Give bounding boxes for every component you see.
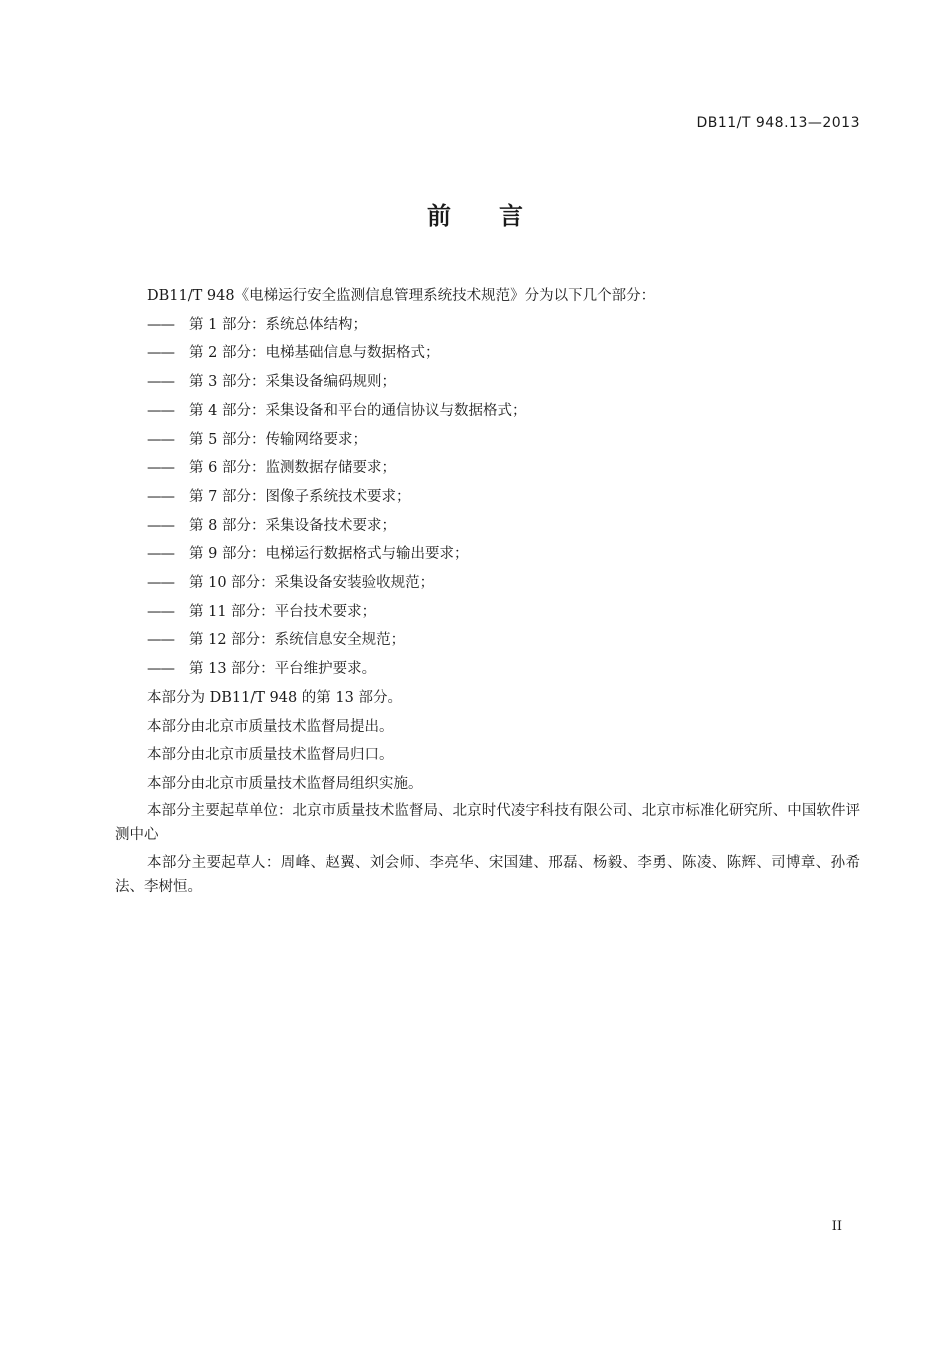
list-item	[115, 426, 860, 455]
list-item-text: 第 10 部分：采集设备安装验收规范；	[189, 575, 435, 592]
list-item-text: 第 3 部分：采集设备编码规则；	[189, 374, 396, 391]
title-char-1: 前	[427, 202, 451, 230]
list-item-text: 第 4 部分：采集设备和平台的通信协议与数据格式；	[189, 402, 527, 419]
list-dash: ——	[147, 488, 174, 505]
foreword-body	[115, 282, 860, 899]
list-item-text: 第 12 部分：系统信息安全规范；	[189, 632, 406, 649]
list-item	[115, 569, 860, 598]
list-dash: ——	[147, 345, 174, 362]
list-dash: ——	[147, 632, 174, 649]
statement-part-number: 本部分为 DB11/T 948 的第 13 部分。	[147, 689, 402, 706]
list-item	[115, 626, 860, 655]
list-dash: ——	[147, 661, 174, 678]
list-item	[115, 454, 860, 483]
list-item	[115, 311, 860, 340]
drafting-units-paragraph: 本部分主要起草单位：北京市质量技术监督局、北京时代凌宇科技有限公司、北京市标准化研究所、中国软件评测中心	[115, 802, 860, 843]
list-item-text: 第 13 部分：平台维护要求。	[189, 661, 377, 678]
standard-code: DB11/T 948.13—2013	[696, 115, 860, 131]
list-item	[115, 368, 860, 397]
intro-paragraph: DB11/T 948《电梯运行安全监测信息管理系统技术规范》分为以下几个部分：	[147, 288, 656, 304]
list-dash: ——	[147, 402, 174, 419]
list-dash: ——	[147, 603, 174, 620]
list-item	[115, 397, 860, 426]
list-item-text: 第 7 部分：图像子系统技术要求；	[189, 488, 411, 505]
list-dash: ——	[147, 374, 174, 391]
list-dash: ——	[147, 316, 174, 333]
parts-list	[115, 311, 860, 684]
list-dash: ——	[147, 575, 174, 592]
list-item	[115, 598, 860, 627]
list-item	[115, 540, 860, 569]
list-dash: ——	[147, 431, 174, 448]
statement-proposed-by: 本部分由北京市质量技术监督局提出。	[147, 718, 394, 735]
statement-centralized-by: 本部分由北京市质量技术监督局归口。	[147, 747, 394, 764]
list-item-text: 第 11 部分：平台技术要求；	[189, 603, 377, 620]
list-dash: ——	[147, 546, 174, 563]
list-item-text: 第 6 部分：监测数据存储要求；	[189, 460, 396, 477]
statement-implemented-by: 本部分由北京市质量技术监督局组织实施。	[147, 775, 423, 792]
list-dash: ——	[147, 517, 174, 534]
list-item	[115, 512, 860, 541]
list-item	[115, 655, 860, 684]
page-title	[0, 196, 950, 231]
list-dash: ——	[147, 460, 174, 477]
list-item-text: 第 5 部分：传输网络要求；	[189, 431, 367, 448]
list-item-text: 第 2 部分：电梯基础信息与数据格式；	[189, 345, 440, 362]
drafters-paragraph: 本部分主要起草人：周峰、赵翼、刘会师、李亮华、宋国建、邢磊、杨毅、李勇、陈凌、陈辉、司博章、孙希法、李树恒。	[115, 854, 860, 895]
list-item	[115, 483, 860, 512]
list-item-text: 第 1 部分：系统总体结构；	[189, 316, 367, 333]
list-item	[115, 339, 860, 368]
page-number: II	[831, 1219, 842, 1234]
list-item-text: 第 9 部分：电梯运行数据格式与输出要求；	[189, 546, 469, 563]
title-char-2: 言	[499, 202, 523, 230]
list-item-text: 第 8 部分：采集设备技术要求；	[189, 517, 396, 534]
